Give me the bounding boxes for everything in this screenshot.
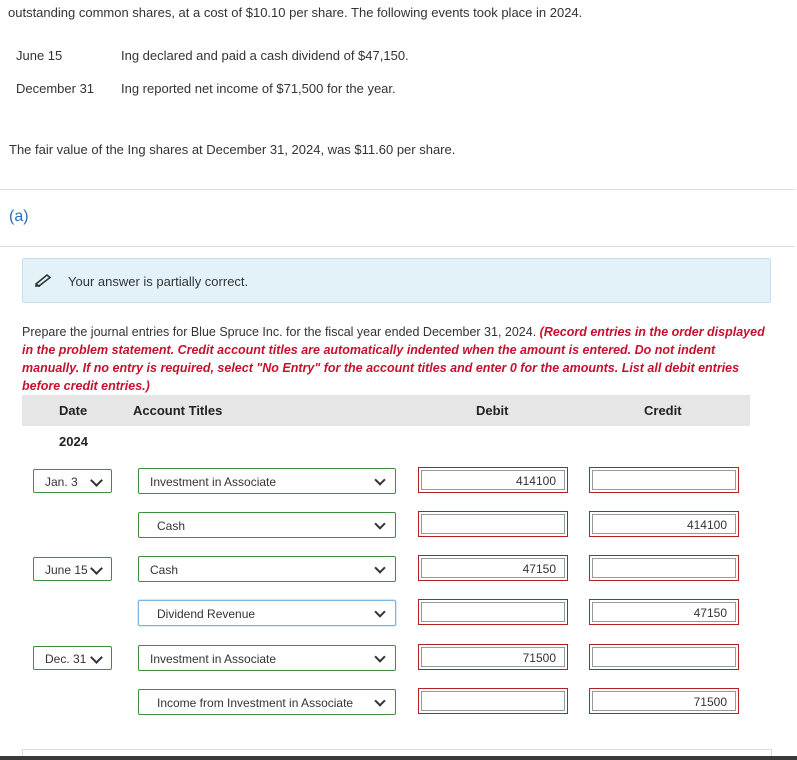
header-credit: Credit	[644, 403, 682, 418]
credit-value: 414100	[686, 518, 727, 532]
debit-input[interactable]	[418, 599, 568, 625]
chevron-down-icon	[90, 562, 103, 575]
account-select[interactable]	[138, 556, 396, 582]
credit-value: 71500	[693, 695, 727, 709]
date-value: Jan. 3	[45, 475, 78, 489]
bottom-bar	[0, 756, 797, 760]
date-select[interactable]	[33, 469, 112, 493]
date-select[interactable]	[33, 646, 112, 670]
account-select[interactable]	[138, 600, 396, 626]
chevron-down-icon	[90, 474, 103, 487]
chevron-down-icon	[374, 651, 385, 662]
debit-input[interactable]	[418, 555, 568, 581]
account-select[interactable]	[138, 645, 396, 671]
credit-input[interactable]	[589, 644, 739, 670]
event-date: June 15	[16, 48, 63, 63]
debit-input[interactable]	[418, 644, 568, 670]
account-value: Cash	[157, 519, 186, 533]
chevron-down-icon	[90, 651, 103, 664]
event-date: December 31	[16, 81, 95, 96]
credit-value: 47150	[693, 606, 727, 620]
date-select[interactable]	[33, 557, 112, 581]
event-text: Ing reported net income of $71,500 for the year.	[121, 81, 396, 96]
header-debit: Debit	[476, 403, 509, 418]
event-text: Ing declared and paid a cash dividend of $47,150.	[121, 48, 409, 63]
credit-input[interactable]	[589, 555, 739, 581]
year-label: 2024	[59, 434, 88, 449]
date-value: Dec. 31	[45, 652, 87, 666]
debit-value: 47150	[522, 562, 556, 576]
account-select[interactable]	[138, 512, 396, 538]
account-value: Investment in Associate	[150, 652, 277, 666]
chevron-down-icon	[374, 518, 385, 529]
part-a-label: (a)	[9, 208, 29, 225]
account-select[interactable]	[138, 689, 396, 715]
chevron-down-icon	[374, 606, 385, 617]
credit-input[interactable]	[589, 688, 739, 714]
credit-input[interactable]	[589, 467, 739, 493]
credit-input[interactable]	[589, 599, 739, 625]
account-select[interactable]	[138, 468, 396, 494]
chevron-down-icon	[374, 474, 385, 485]
feedback-banner	[22, 258, 771, 303]
chevron-down-icon	[374, 695, 385, 706]
header-account-titles: Account Titles	[133, 403, 223, 418]
part-a-section	[0, 189, 795, 247]
account-value: Dividend Revenue	[157, 607, 256, 621]
debit-value: 71500	[522, 651, 556, 665]
instructions	[22, 323, 774, 395]
debit-input[interactable]	[418, 688, 568, 714]
debit-input[interactable]	[418, 467, 568, 493]
date-value: June 15	[45, 563, 88, 577]
instructions-text: Prepare the journal entries for Blue Spruce Inc. for the fiscal year ended December 31, 2024.	[22, 325, 540, 339]
account-value: Income from Investment in Associate	[157, 696, 354, 710]
debit-value: 414100	[515, 474, 556, 488]
fair-value-text: The fair value of the Ing shares at December 31, 2024, was $11.60 per share.	[9, 142, 456, 157]
debit-input[interactable]	[418, 511, 568, 537]
feedback-message: Your answer is partially correct.	[68, 274, 249, 289]
chevron-down-icon	[374, 562, 385, 573]
pencil-icon	[33, 273, 53, 287]
credit-input[interactable]	[589, 511, 739, 537]
account-value: Investment in Associate	[150, 475, 277, 489]
intro-text: outstanding common shares, at a cost of $10.10 per share. The following events took place in 2024.	[8, 5, 583, 20]
account-value: Cash	[150, 563, 179, 577]
table-header	[22, 395, 750, 426]
header-date: Date	[59, 403, 88, 418]
instructions-note: (Record entries in the order displayed in the problem statement. Credit account titles are automatically indented when the amount is entered. Do not indent manually. If no entry is required, select "No Entry" for the account titles and enter 0 for the amounts. List all debit entries before credit entries.)	[22, 325, 765, 393]
